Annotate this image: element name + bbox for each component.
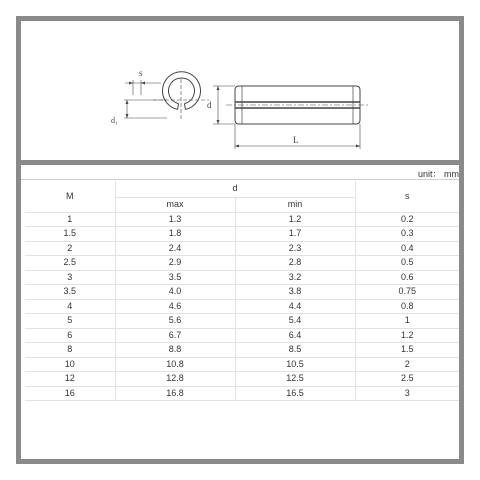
table-row [25, 212, 459, 227]
cell-min: 3.8 [235, 285, 355, 300]
cell-m: 2.5 [25, 256, 115, 271]
dimension-table [25, 181, 459, 401]
cell-m: 5 [25, 314, 115, 329]
section-divider [21, 160, 459, 165]
cell-max: 4.6 [115, 299, 235, 314]
label-s: s [139, 68, 143, 78]
table-row [25, 372, 459, 387]
cell-m: 8 [25, 343, 115, 358]
cell-min: 6.4 [235, 328, 355, 343]
cell-s: 1 [355, 314, 459, 329]
cell-min: 12.5 [235, 372, 355, 387]
table-row [25, 285, 459, 300]
cell-s: 0.4 [355, 241, 459, 256]
cell-min: 2.3 [235, 241, 355, 256]
table-row [25, 241, 459, 256]
header-s: s [355, 181, 459, 212]
spec-frame [16, 16, 464, 464]
cell-max: 10.8 [115, 357, 235, 372]
cell-m: 1.5 [25, 227, 115, 242]
cell-max: 16.8 [115, 386, 235, 401]
cell-m: 2 [25, 241, 115, 256]
header-m: M [25, 181, 115, 212]
label-d: d [207, 100, 212, 110]
cell-m: 3.5 [25, 285, 115, 300]
cell-min: 1.2 [235, 212, 355, 227]
cell-max: 6.7 [115, 328, 235, 343]
dimension-table-wrap [25, 181, 459, 401]
table-row [25, 270, 459, 285]
cell-min: 8.5 [235, 343, 355, 358]
cell-m: 1 [25, 212, 115, 227]
table-row [25, 328, 459, 343]
table-row [25, 227, 459, 242]
cell-s: 0.75 [355, 285, 459, 300]
table-body [25, 212, 459, 401]
cell-s: 1.2 [355, 328, 459, 343]
header-d: d [115, 181, 355, 198]
cell-m: 16 [25, 386, 115, 401]
label-L: L [293, 135, 299, 145]
label-d1: d₁ [111, 116, 118, 125]
unit-label: unit： mm [417, 169, 459, 179]
table-row [25, 256, 459, 271]
cell-m: 4 [25, 299, 115, 314]
spring-pin-drawing [21, 21, 459, 160]
table-row [25, 357, 459, 372]
table-row [25, 299, 459, 314]
cell-m: 12 [25, 372, 115, 387]
cell-s: 2.5 [355, 372, 459, 387]
cell-m: 3 [25, 270, 115, 285]
cell-min: 5.4 [235, 314, 355, 329]
cell-m: 6 [25, 328, 115, 343]
cell-s: 1.5 [355, 343, 459, 358]
table-row [25, 314, 459, 329]
cell-s: 0.5 [355, 256, 459, 271]
unit-rule [21, 179, 459, 180]
cell-max: 3.5 [115, 270, 235, 285]
cell-min: 10.5 [235, 357, 355, 372]
table-row [25, 386, 459, 401]
cell-min: 4.4 [235, 299, 355, 314]
header-min: min [235, 198, 355, 213]
cell-max: 2.4 [115, 241, 235, 256]
cell-s: 3 [355, 386, 459, 401]
cell-s: 0.8 [355, 299, 459, 314]
cell-max: 12.8 [115, 372, 235, 387]
cell-max: 4.0 [115, 285, 235, 300]
cell-max: 2.9 [115, 256, 235, 271]
table-row [25, 343, 459, 358]
cell-max: 8.8 [115, 343, 235, 358]
cell-min: 3.2 [235, 270, 355, 285]
cell-s: 2 [355, 357, 459, 372]
cell-m: 10 [25, 357, 115, 372]
cell-s: 0.2 [355, 212, 459, 227]
cell-max: 1.3 [115, 212, 235, 227]
header-max: max [115, 198, 235, 213]
cell-max: 1.8 [115, 227, 235, 242]
cell-min: 16.5 [235, 386, 355, 401]
cell-min: 1.7 [235, 227, 355, 242]
cell-s: 0.6 [355, 270, 459, 285]
cell-s: 0.3 [355, 227, 459, 242]
cell-max: 5.6 [115, 314, 235, 329]
cell-min: 2.8 [235, 256, 355, 271]
